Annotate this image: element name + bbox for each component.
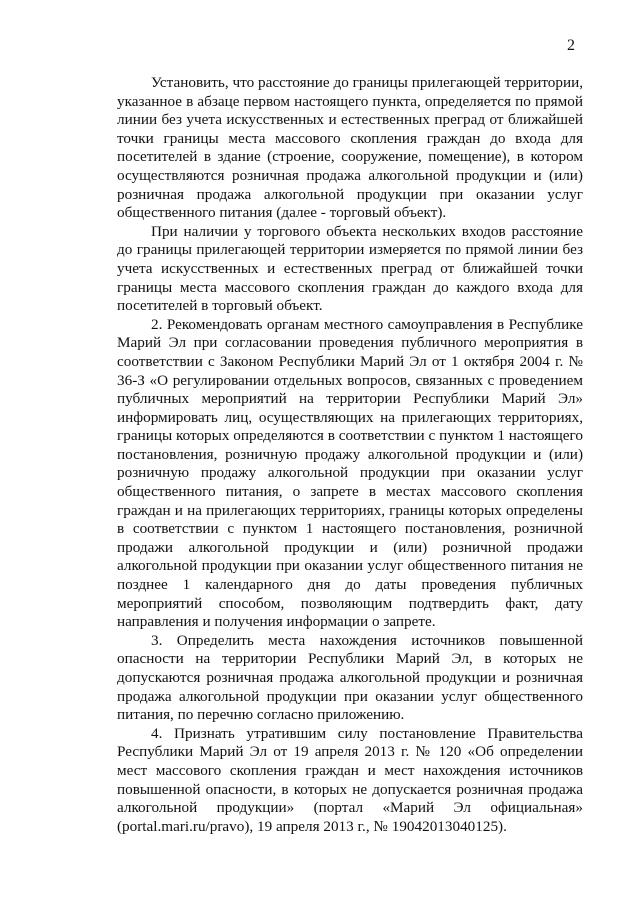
document-body: [117, 74, 583, 836]
page-number: 2: [567, 37, 575, 54]
paragraph-multiple-entrances: При наличии у торгового объекта нескольких входов расстояние до границы прилегающей территории измеряется по прямой линии без учета искусственных и естественных преград от ближайшей точки границы места массового скопления граждан до каждого входа для посетителей в торговый объект.: [117, 222, 583, 315]
paragraph-item-3-danger-sources: 3. Определить места нахождения источников повышенной опасности на территории Республики Марий Эл, в которых не допускаются розничная продажа алкогольной продукции и розничная продажа алкогольной продукции при оказании услуг общественного питания, по перечню согласно приложению.: [117, 631, 583, 724]
paragraph-item-2-recommendation: 2. Рекомендовать органам местного самоуправления в Республике Марий Эл при согласовании проведения публичного мероприятия в соответствии с Законом Республики Марий Эл от 1 октября 2004 г. № 36-З «О регулировании отдельных вопросов, связанных с проведением публичных мероприятий на территории Республики Марий Эл» информировать лиц, осуществляющих на прилегающих территориях, границы которых определяются в соответствии с пунктом 1 настоящего постановления, розничную продажу алкогольной продукции и (или) розничную продажу алкогольной продукции при оказании услуг общественного питания, о запрете в местах массового скопления граждан и на прилегающих территориях, границы которых определены в соответствии с пунктом 1 настоящего постановления, розничной продажи алкогольной продукции и (или) розничной продажи алкогольной продукции при оказании услуг общественного питания не позднее 1 календарного дня до даты проведения публичных мероприятий способом, позволяющим подтвердить факт, дату направления и получения информации о запрете.: [117, 315, 583, 631]
paragraph-distance-definition: Установить, что расстояние до границы прилегающей территории, указанное в абзаце первом настоящего пункта, определяется по прямой линии без учета искусственных и естественных преград от ближайшей точки границы места массового скопления граждан до входа для посетителей в здание (строение, сооружение, помещение), в котором осуществляются розничная продажа алкогольной продукции и (или) розничная продажа алкогольной продукции при оказании услуг общественного питания (далее - торговый объект).: [117, 74, 583, 222]
paragraph-item-4-repeal: 4. Признать утратившим силу постановление Правительства Республики Марий Эл от 19 апреля 2013 г. № 120 «Об определении мест массового скопления граждан и мест нахождения источников повышенной опасности, в которых не допускается розничная продажа алкогольной продукции» (портал «Марий Эл официальная» (portal.mari.ru/pravo), 19 апреля 2013 г., № 19042013040125).: [117, 724, 583, 835]
